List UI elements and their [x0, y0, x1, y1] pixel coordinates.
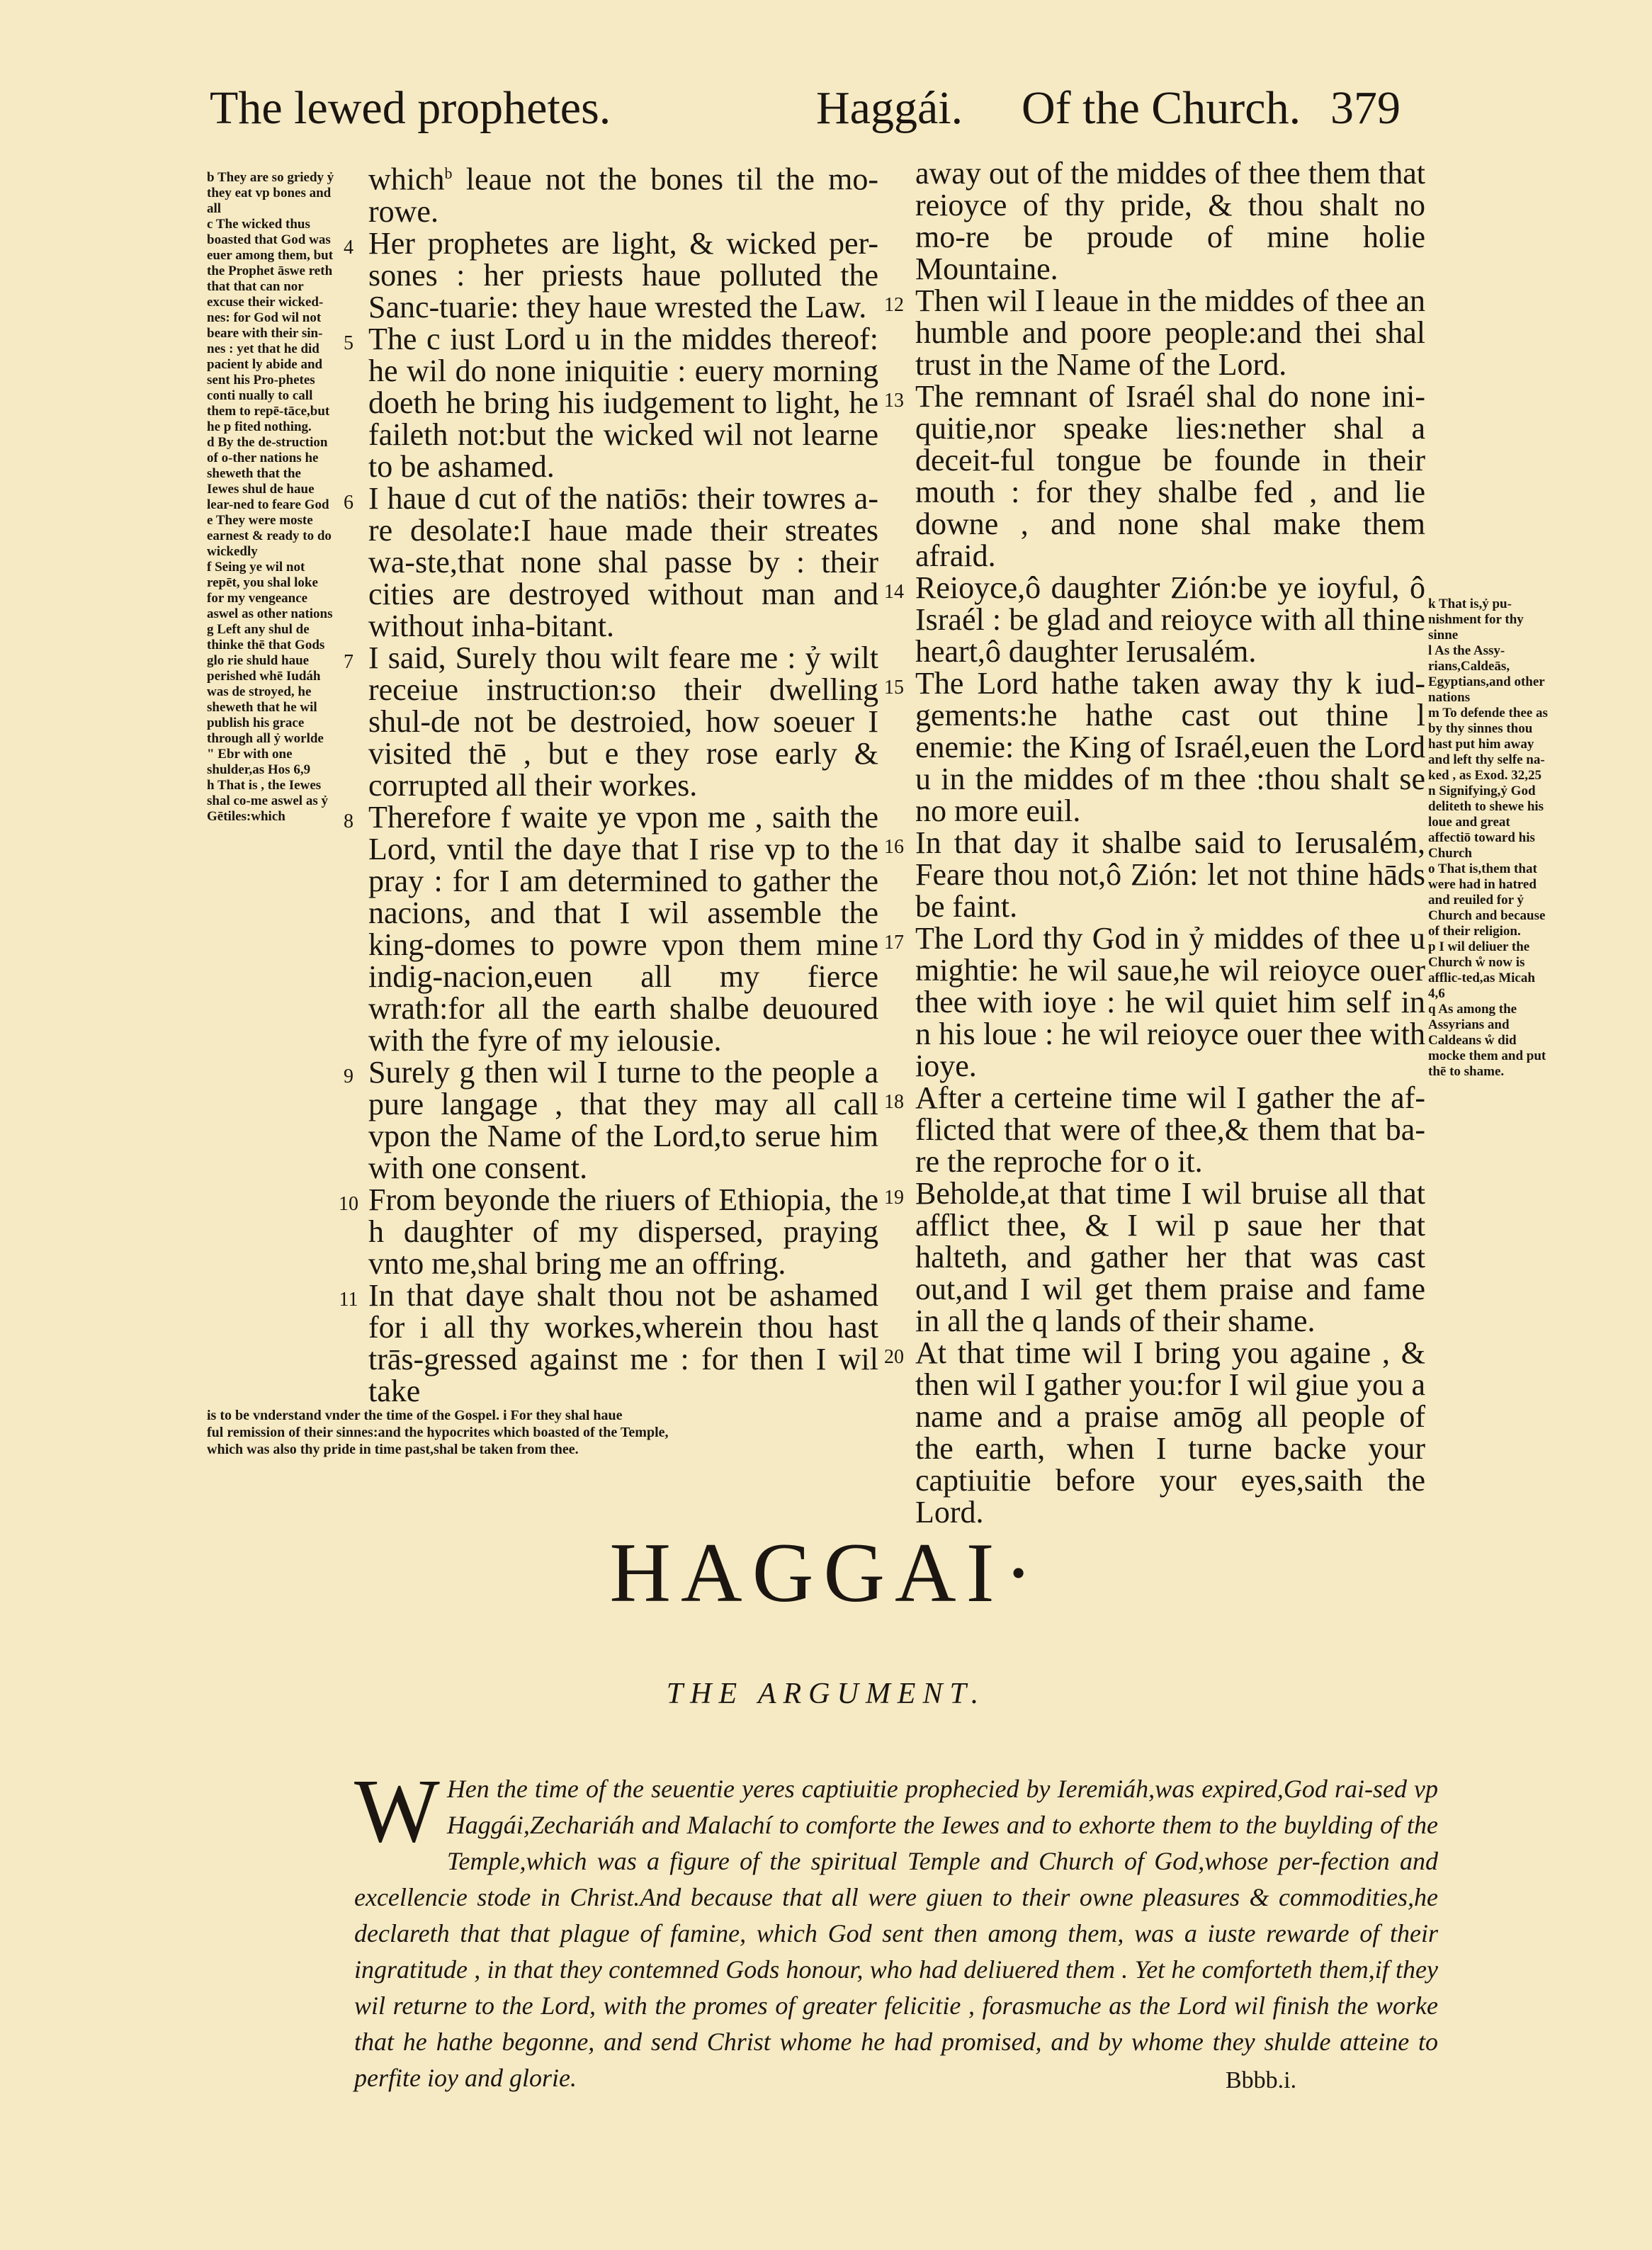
footnote-line: ful remission of their sinnes:and the hypocrites which boasted of the Temple,	[207, 1425, 669, 1440]
verse	[884, 1080, 1425, 1179]
footnote-line: is to be vnderstand vnder the time of the Gospel. i For they shal haue	[207, 1408, 623, 1423]
verse-text: leaue not the bones til the mo-	[452, 162, 878, 197]
verse-number: 4	[344, 236, 353, 259]
verse-number: 19	[884, 1187, 904, 1209]
running-head-right: Of the Church.	[1022, 82, 1301, 134]
margin-note: k That is,ỷ pu-nishment for thy sinne	[1428, 597, 1524, 643]
verse	[884, 570, 1425, 669]
verse-text: Beholde,at that time I wil bruise all that afflict thee, & I wil p saue her that halteth, and gather her that was cast out,and I wil get them praise and fame in all the q lands of their shame.	[915, 1176, 1425, 1338]
footnote-line: which was also thy pride in time past,shal be taken from thee.	[207, 1442, 579, 1457]
verse-number: 8	[344, 810, 353, 832]
verse	[884, 379, 1425, 573]
margin-note: m To defende thee as by thy sinnes thou hast put him away and left thy selfe na-ked , as Exod. 32,25	[1428, 706, 1548, 783]
margin-note: " Ebr with one shulder,as Hos 6,9	[207, 747, 311, 777]
verse-text: The c iust Lord u in the middes thereof: he wil do none iniquitie : euery morning doeth he bring his iudgement to light, he faileth not:but the wicked wil not learne to be ashamed.	[368, 321, 878, 484]
verse	[344, 1054, 878, 1185]
running-head-left: The lewed prophetes.	[210, 82, 611, 134]
verse-text: Surely g then wil I turne to the people a pure langage , that they may all call vpon the Name of the Lord,to serue him with one consent.	[368, 1054, 878, 1185]
verse-text: The remnant of Israél shal do none ini-quitie,nor speake lies:nether shal a deceit-ful tongue be founde in their mouth : for they shalbe fed , and lie downe , and none shal make them afraid.	[915, 379, 1425, 573]
verse-text: away out of the middes of thee them that reioyce of thy pride, & thou shalt no mo-re be proude of mine holie Mountaine.	[915, 156, 1425, 286]
text-column-2	[884, 156, 1425, 1530]
verse	[368, 157, 878, 227]
margin-note: l As the Assy-rians,Caldeās, Egyptians,and other nations	[1428, 643, 1545, 705]
margin-note: b They are so griedy ỷ they eat vp bones and all	[207, 170, 334, 216]
verse	[339, 1277, 878, 1408]
verse-text: In that daye shalt thou not be ashamed for i all thy workes,wherein thou hast trās-gressed against me : for then I wil take	[368, 1277, 878, 1408]
verse-number: 12	[884, 294, 904, 316]
verse-number: 17	[884, 932, 904, 954]
book-title: HAGGAI·	[609, 1525, 1043, 1619]
verse-text: In that day it shalbe said to Ierusalém, Feare thou not,ô Zión: let not thine hāds be faint.	[915, 825, 1425, 924]
margin-note: p I wil deliuer the Church ẘ now is afflic-ted,as Micah 4,6	[1428, 939, 1535, 1001]
verse-text: The Lord hathe taken away thy k iud-gements:he hathe cast out thine l enemie: the King of Israél,euen the Lord u in the middes of m thee :thou shalt se no more euil.	[915, 666, 1425, 828]
verse-number: 15	[884, 677, 904, 699]
argument-text: Hen the time of the seuentie yeres captiuitie prophecied by Ieremiáh,was expired,God rai-sed vp Haggái,Zechariáh and Malachí to comforte the Iewes and to exhorte them to the buylding of the Temple,which was a figure of the spiritual Temple and Church of God,whose per-fection and excellencie stode in Christ.And because that all were giuen to their owne pleasures & commodities,he declareth that that plague of famine, which God sent then among them, was a iuste rewarde of their ingratitude , in that they contemned Gods honour, who had deliuered them . Yet he comforteth them,if they wil returne to the Lord, with the promes of greater felicitie , forasmuche as the Lord wil finish the worke that he hathe begonne, and send Christ whome he had promised, and by whome they shulde atteine to perfite ioy and glorie.	[354, 1775, 1438, 2092]
right-margin-notes	[1428, 597, 1553, 1080]
margin-note: q As among the Assyrians and Caldeans ẘ did mocke them and put thē to shame.	[1428, 1002, 1546, 1079]
margin-note: f Seing ye wil not repēt, you shal loke for my vengeance aswel as other nations	[207, 560, 333, 621]
note-marker: b	[444, 164, 453, 182]
margin-note: e They were moste earnest & ready to do wickedly	[207, 513, 332, 559]
verse	[344, 225, 878, 324]
verse-number: 20	[884, 1346, 904, 1368]
verse-text: Then wil I leaue in the middes of thee an humble and poore people:and thei shal trust in the Name of the Lord.	[915, 283, 1425, 382]
running-head-book: Haggái.	[816, 82, 963, 134]
verse	[339, 1182, 878, 1281]
margin-note: h That is , the Iewes shal co-me aswel as ỷ Gētiles:which	[207, 778, 328, 824]
verse-text: From beyonde the riuers of Ethiopia, the h daughter of my dispersed, praying vnto me,shal bring me an offring.	[368, 1182, 878, 1281]
verse-text: At that time wil I bring you againe , & then wil I gather you:for I wil giue you a name and a praise amōg all people of the earth, when I turne backe your captiuitie before your eyes,saith the Lord.	[915, 1335, 1425, 1530]
argument-heading: THE ARGUMENT.	[666, 1678, 986, 1710]
margin-note: d By the de-struction of o-ther nations he sheweth that the Iewes shul de haue lear-ned to feare God	[207, 435, 329, 512]
verse-text: rowe.	[368, 193, 439, 229]
footnote	[207, 1407, 901, 1458]
verse	[884, 1176, 1425, 1338]
left-margin-notes	[207, 170, 336, 825]
drop-cap: W	[354, 1760, 440, 1861]
verse-number: 14	[884, 581, 904, 603]
verse	[884, 283, 1425, 382]
margin-note: c The wicked thus boasted that God was euer among them, but the Prophet āswe reth that that can nor excuse their wicked-nes: for God wil not beare with their sin-nes : yet that he did pacient ly abide and sent his Pro-phetes conti nually to call them to repē-tāce,but he p fited nothing.	[207, 217, 334, 434]
verse-text: I said, Surely thou wilt feare me : ỷ wilt receiue instruction:so their dwelling shul-de not be destroied, how soeuer I visited thē , but e they rose early & corrupted all their workes.	[368, 640, 878, 803]
verse	[344, 640, 878, 803]
signature-mark: Bbbb.i.	[1226, 2067, 1297, 2093]
verse-text: The Lord thy God in ỷ middes of thee u mightie: he wil saue,he wil reioyce ouer thee with ioye : he wil quiet him self in n his loue : he wil reioyce ouer thee with ioye.	[915, 921, 1425, 1083]
verse	[344, 799, 878, 1058]
verse-number: 13	[884, 390, 904, 412]
verse-text: I haue d cut of the natiōs: their towres a-re desolate:I haue made their streates wa-ste,that none shal passe by : their cities are destroyed without man and without inha-bitant.	[368, 480, 878, 643]
verse-number: 6	[344, 491, 353, 514]
margin-note: o That is,them that were had in hatred and reuiled for ỷ Church and because of their religion.	[1428, 861, 1546, 939]
verse	[884, 666, 1425, 828]
argument-paragraph	[354, 1760, 1438, 2096]
verse-number: 9	[344, 1065, 353, 1087]
verse-number: 18	[884, 1091, 904, 1113]
verse	[344, 321, 878, 484]
page-number: 379	[1330, 82, 1401, 134]
verse-text: After a certeine time wil I gather the af-flicted that were of thee,& them that ba-re the reproche for o it.	[915, 1080, 1425, 1179]
margin-note: g Left any shul de thinke thē that Gods glo rie shuld haue perished whē Iudáh was de stroyed, he sheweth that he wil publish his grace through all ỷ worlde	[207, 622, 325, 746]
verse-number: 5	[344, 332, 353, 354]
margin-note: n Signifying,ỷ God deliteth to shewe his loue and great affectiō toward his Church	[1428, 784, 1544, 861]
verse-number: 7	[344, 650, 353, 673]
verse	[344, 480, 878, 643]
verse-text: Therefore f waite ye vpon me , saith the Lord, vntil the daye that I rise vp to the pray : for I am determined to gather the nacions, and that I wil assemble the king-domes to powre vpon them mine indig-nacion,euen all my fierce wrath:for all the earth shalbe deuoured with the fyre of my ielousie.	[368, 799, 878, 1058]
text-column-1	[339, 157, 878, 1408]
verse-text: Reioyce,ô daughter Zión:be ye ioyful, ô Israél : be glad and reioyce with all thine heart,ô daughter Ierusalém.	[915, 570, 1425, 669]
verse-number: 11	[339, 1288, 358, 1311]
verse-text: Her prophetes are light, & wicked per-sones : her priests haue polluted the Sanc-tuarie: they haue wrested the Law.	[368, 225, 878, 324]
verse	[884, 825, 1425, 924]
verse	[915, 157, 1425, 285]
verse-number: 10	[339, 1192, 358, 1215]
verse-number: 16	[884, 836, 904, 858]
verse-text: which	[368, 162, 445, 197]
verse	[884, 921, 1425, 1083]
verse	[884, 1335, 1425, 1530]
